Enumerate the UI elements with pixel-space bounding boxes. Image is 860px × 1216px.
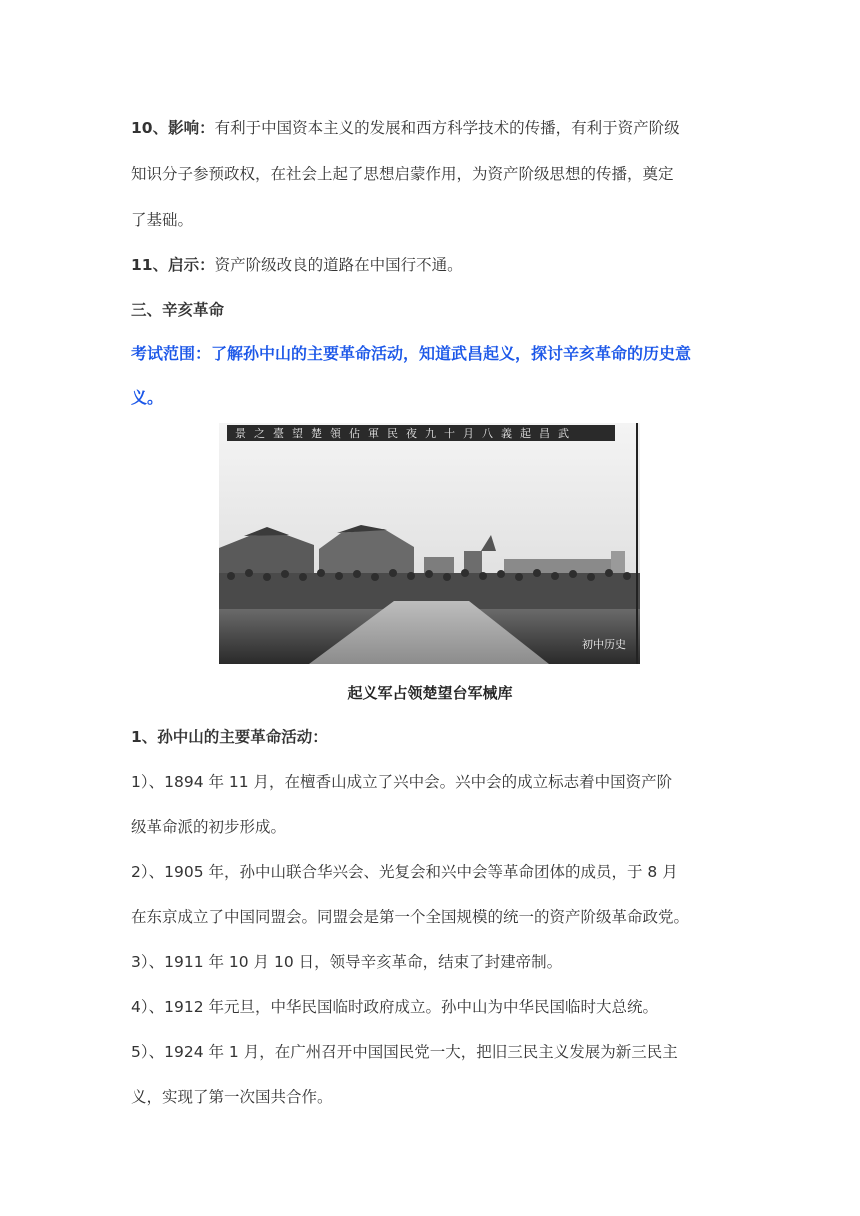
historical-photo	[219, 423, 640, 664]
activity-5-line-1: 5）、1924 年 1 月，在广州召开中国国民党一大，把旧三民主义发展为新三民主	[131, 1043, 678, 1061]
photo-banner-inscription: 景之臺望楚領佔軍民夜九十月八義起昌武	[235, 427, 577, 440]
item-11-label: 11、启示：	[131, 256, 215, 274]
item-10-line-2: 知识分子参预政权，在社会上起了思想启蒙作用，为资产阶级思想的传播，奠定	[131, 165, 674, 183]
item-11-text: 资产阶级改良的道路在中国行不通。	[214, 256, 463, 274]
exam-scope-line-2: 义。	[131, 388, 164, 407]
item-10-text: 有利于中国资本主义的发展和西方科学技术的传播，有利于资产阶级	[214, 119, 680, 137]
figure-caption: 起义军占领楚望台军械库	[347, 684, 513, 702]
item-10-line-3: 了基础。	[131, 211, 194, 229]
watermark-label: 初中历史	[582, 638, 626, 651]
exam-scope-line-1: 考试范围：了解孙中山的主要革命活动，知道武昌起义，探讨辛亥革命的历史意	[131, 344, 692, 363]
activity-2-line-1: 2）、1905 年，孙中山联合华兴会、光复会和兴中会等革命团体的成员，于 8 月	[131, 863, 678, 881]
activity-2-line-2: 在东京成立了中国同盟会。同盟会是第一个全国规模的统一的资产阶级革命政党。	[131, 908, 690, 926]
activity-1-line-2: 级革命派的初步形成。	[131, 818, 287, 836]
section-3-heading: 三、辛亥革命	[131, 301, 225, 319]
activities-heading: 1、孙中山的主要革命活动：	[131, 728, 328, 746]
photo-illustration	[219, 423, 640, 664]
item-10-line-1	[131, 117, 731, 139]
activity-4-line-1: 4）、1912 年元旦，中华民国临时政府成立。孙中山为中华民国临时大总统。	[131, 998, 658, 1016]
activity-5-line-2: 义，实现了第一次国共合作。	[131, 1088, 333, 1106]
activity-3-line-1: 3）、1911 年 10 月 10 日，领导辛亥革命，结束了封建帝制。	[131, 953, 563, 971]
item-11-line	[131, 254, 731, 276]
activity-1-line-1: 1）、1894 年 11 月，在檀香山成立了兴中会。兴中会的成立标志着中国资产阶	[131, 773, 673, 791]
item-10-label: 10、影响：	[131, 119, 215, 137]
